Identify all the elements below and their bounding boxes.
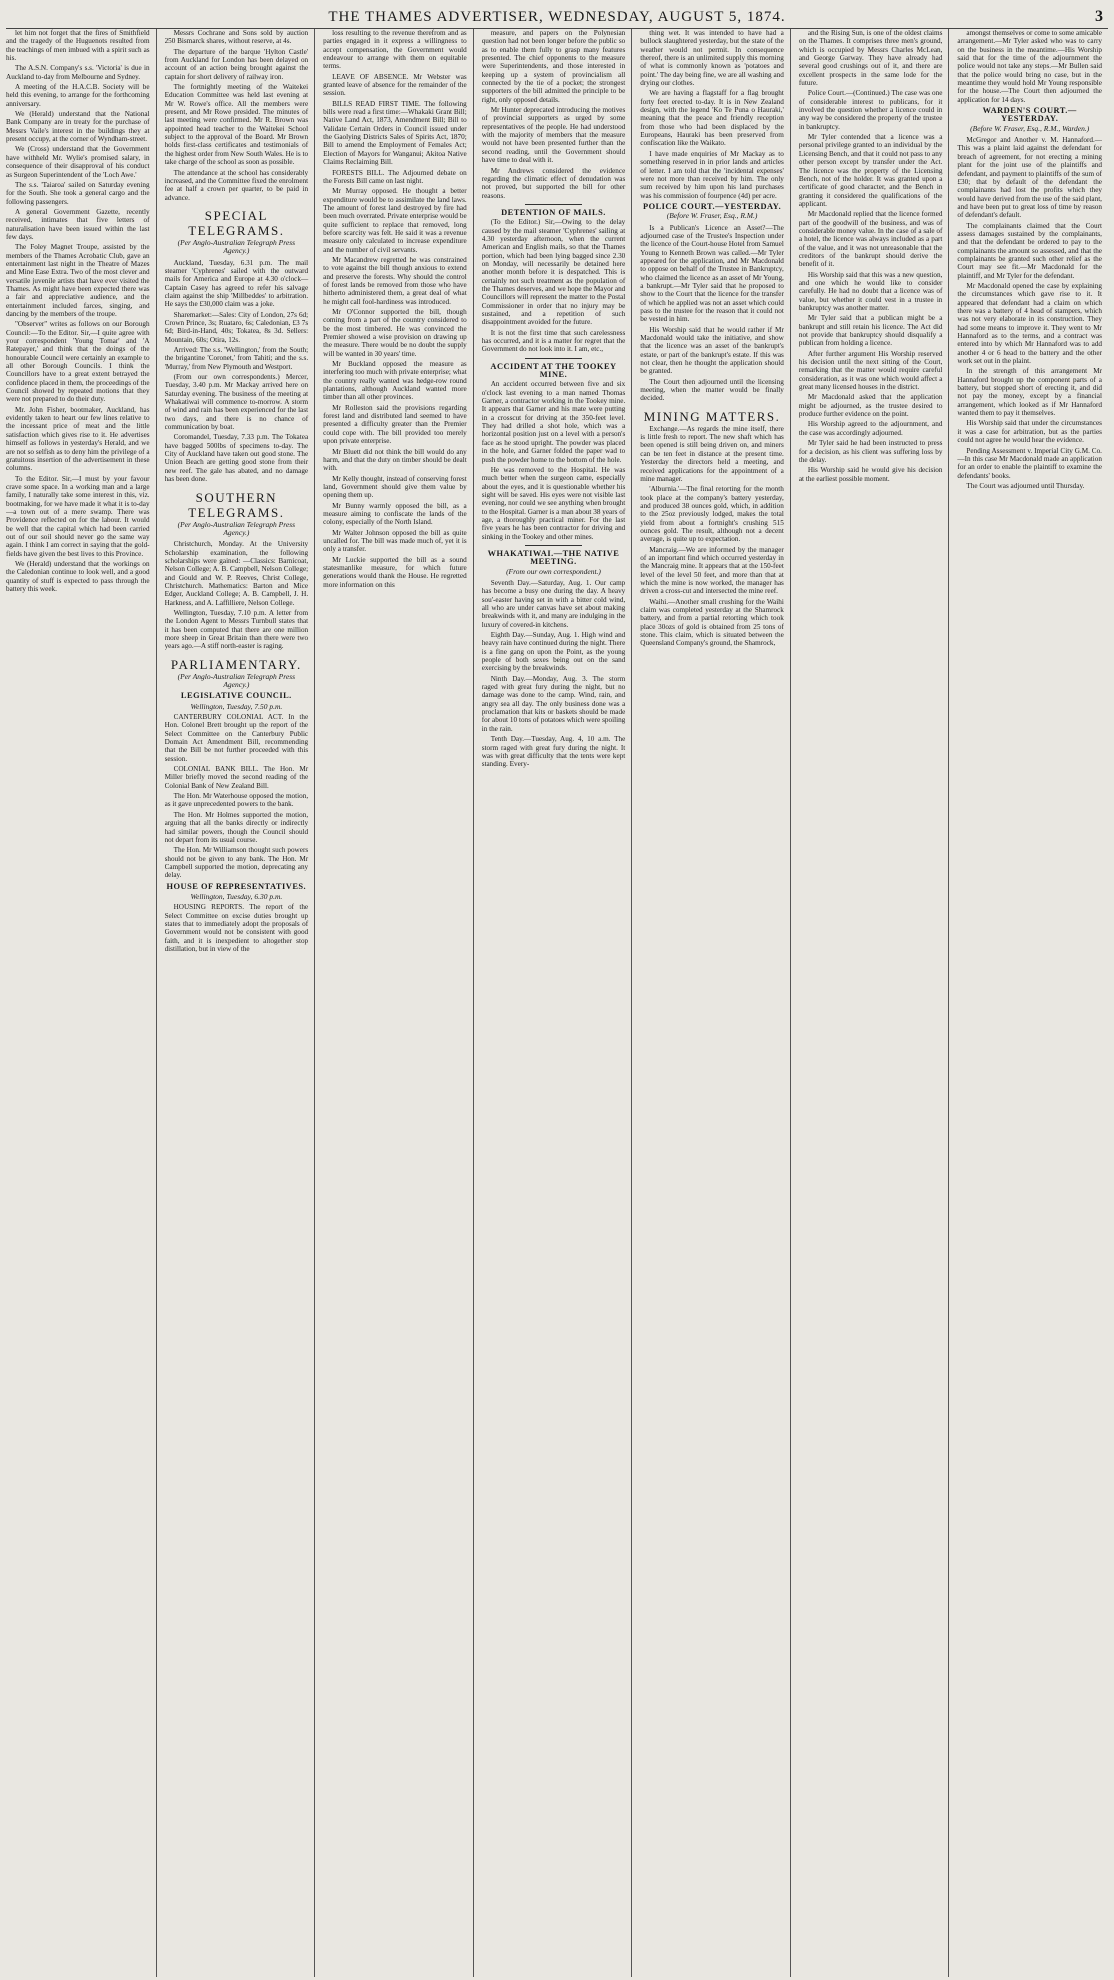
article-paragraph: Pending Assessment v. Imperial City G.M. Co.—In this case Mr Macdonald made an application for an order to enable the plaintiff to examine the defendants' books. xyxy=(957,446,1102,480)
article-paragraph: The Court then adjourned until the licensing meeting, when the matter would be finally decided. xyxy=(640,377,784,403)
column-3 xyxy=(323,29,474,1977)
article-paragraph: Exchange.—As regards the mine itself, there is little fresh to report. The new shaft which has been opened is still being driven on, and miners can be ten feet in distance at the present time. Yesterday the directors held a meeting, and received applications for the appointment of a mine manager. xyxy=(640,424,784,483)
article-paragraph: Mr Kelly thought, instead of conserving forest land, Government should give them value by opening them up. xyxy=(323,474,467,500)
article-paragraph: Mr Macdonald asked that the application might be adjourned, as the trustee desired to produce further evidence on the point. xyxy=(798,393,943,419)
article-paragraph: His Worship said that he would rather if Mr Macdonald would take the initiative, and show that the licence was an asset of the bankrupt's estate, or part of the bankrupt's estate. If this was not clear, then he thought the application should be granted. xyxy=(640,325,784,376)
article-paragraph: Mr Tyler said he had been instructed to press for a decision, as his client was suffering loss by the delay. xyxy=(798,439,943,464)
legislative-council-heading: LEGISLATIVE COUNCIL. xyxy=(180,691,292,701)
article-paragraph: Messrs Cochrane and Sons sold by auction 250 Bismarck shares, without reserve, at 4s. xyxy=(164,29,309,46)
article-paragraph: Mr Murray opposed. He thought a better expenditure would be to assimilate the land laws. The amount of forest land destroyed by fire had been much overrated. Private enterprise would be quite sufficient to replace that removed, long before scarcity was felt. He said it was a revenue measure only calculated to increase expenditure and the number of civil servants. xyxy=(323,187,467,254)
police-court-bench: (Before W. Fraser, Esq., R.M.) xyxy=(666,211,758,221)
column-2 xyxy=(165,29,316,1977)
article-paragraph: In the strength of this arrangement Mr Hannaford brought up the component parts of a battery, but stopped short of erecting it, and did not pay the money, except by a financial arrangement, which looked as if Mr Hannaford wanted them to pay it themselves. xyxy=(957,367,1102,418)
article-paragraph: (To the Editor.) Sir,—Owing to the delay caused by the mail steamer 'Cyphrenes' sailing at 4.30 yesterday afternoon, when the current American and English mails, so that the Thames portion, which had been lying bagged since 2.30 on Monday, will necessarily be detained here another month before it is despatched. This is certainly not such treatment as the population of the Thames deserves, and we hope the Mayor and Councillors will represent the matter to the Postal Commissioner in order that no injury may be sustained, and a repetition of such disappointment avoided for the future. xyxy=(481,218,626,327)
article-paragraph: We (Herald) understand that the National Bank Company are in treaty for the purchase of Messrs Vaile's interest in the buildings they at present occupy, at the corner of Wyndham-street. xyxy=(6,110,150,144)
legislative-council-dateline: Wellington, Tuesday, 7.50 p.m. xyxy=(190,701,283,711)
article-paragraph: COLONIAL BANK BILL. The Hon. Mr Miller briefly moved the second reading of the Colonial Bank of New Zealand Bill. xyxy=(164,765,309,790)
article-paragraph: loss resulting to the revenue therefrom and as parties engaged in it express a willingness to accept compensation, the Government would endeavour to arrange with them on equitable terms. xyxy=(323,29,467,71)
divider xyxy=(525,358,582,359)
article-paragraph: Ninth Day.—Monday, Aug. 3. The storm raged with great fury during the night, but no damage was done to the camp. Wind, rain, and angry sea all day. The only business done was a proclamation that kits or baskets should be made for about 10 tons of potatoes which were spoiling in the rain. xyxy=(481,674,626,733)
article-paragraph: Coromandel, Tuesday, 7.33 p.m. The Tokatea have bagged 500lbs of specimens to-day. The City of Auckland have taken out good stone. The Union Beach are getting good stone from their new reef. The gale has abated, and no damage has been done. xyxy=(164,433,309,484)
article-paragraph: We (Cross) understand that the Government have withheld Mr. Wylie's promised salary, in consequence of their disapproval of his conduct as Surgeon Superintendent of the 'Loch Awe.' xyxy=(6,145,150,179)
article-paragraph: The A.S.N. Company's s.s. 'Victoria' is due in Auckland to-day from Melbourne and Sydney. xyxy=(6,64,150,81)
house-dateline: Wellington, Tuesday, 6.30 p.m. xyxy=(190,891,283,901)
article-paragraph: He was removed to the Hospital. He was much better when the surgeon came, especially about the eyes, and it is questionable whether his sight will be saved. His eyes were not visible last evening, nor could we see anything when brought to the Hospital. Garner is a man about 38 years of age, a thoroughly practical miner. For the last five years he has been contractor for driving and sinking in the Tookey and other mines. xyxy=(481,465,626,541)
article-paragraph: The s.s. 'Taiaroa' sailed on Saturday evening for the South. She took a general cargo and the following passengers. xyxy=(6,180,150,206)
wardens-court-bench: (Before W. Fraser, Esq., R.M., Warden.) xyxy=(970,123,1090,133)
article-paragraph: LEAVE OF ABSENCE. Mr Webster was granted leave of absence for the remainder of the session. xyxy=(323,72,467,98)
article-paragraph: McGregor and Another v. M. Hannaford.—This was a plaint laid against the defendant for breach of agreement, for not erecting a mining plant for the joint use of the plaintiffs and defendant, and payment to plaintiffs of the sum of £30; that by default of the defendant the complainants had lost the profits which they would have derived from the use of the said plant, and have been put to great loss of time by reason of defendant's default. xyxy=(957,136,1102,220)
article-paragraph: Mr Rolleston said the provisions regarding forest land and distributed land seemed to have presented a difficulty greater than the Premier could cope with. The bill provided too merely upon private enterprise. xyxy=(323,403,467,446)
article-paragraph: Sharemarket:—Sales: City of London, 27s 6d; Crown Prince, 3s; Ruataro, 6s; Caledonian, £3 7s 6d; Bird-in-Hand, 40s; Tokatea, 8s 3d. Sellers: Mountain, 60s; Otira, 12s. xyxy=(164,310,309,344)
article-paragraph: His Worship said he would give his decision at the earliest possible moment. xyxy=(798,466,943,483)
house-heading: HOUSE OF REPRESENTATIVES. xyxy=(166,881,307,891)
article-paragraph: Eighth Day.—Sunday, Aug. 1. High wind and heavy rain have continued during the night. There is a fine gang on upon the Point, as the young people of both sexes being out on the sand exercising by the breakwinds. xyxy=(481,631,626,673)
article-paragraph: Mr Walter Johnson opposed the bill as quite uncalled for. The bill was made much of, yet it is only a transfer. xyxy=(323,528,467,554)
article-paragraph: 'Alburnia.'—The final retorting for the month took place at the company's battery yesterday, and produced 38 ounces gold, which, in addition to the 25oz previously lodged, makes the total yield from about a fortnight's crushing 515 ounces gold. The result, although not a decent average, is quite up to expectation. xyxy=(640,485,784,544)
article-paragraph: The fortnightly meeting of the Waitekei Education Committee was held last evening at Mr W. Rowe's office. All the members were present, and Mr Rowe presided. The minutes of last meeting were confirmed. Mr R. Brown was appointed head teacher to the Waitekei School subject to the approval of the Board. Mr Brown holds first-class certificates and testimonials of the highest order from New South Wales. He is to take charge of the school as soon as possible. xyxy=(164,83,309,167)
southern-telegrams-heading: SOUTHERN TELEGRAMS. xyxy=(188,489,285,520)
article-paragraph: Mancraig.—We are informed by the manager of an important find which occurred yesterday in the Mancraig mine. It appears that at the 150-feet level of the level 50 feet, and more than that at which the mine is now worked, the manager has driven a cross-cut and intersected the mine reef. xyxy=(640,545,784,596)
article-paragraph: thing wet. It was intended to have had a bullock slaughtered yesterday, but the state of the weather would not permit. In consequence thereof, there is an unlimited supply this morning of what is commonly known as 'potatoes and point.' The day being fine, we are all washing and drying our clothes. xyxy=(640,29,784,88)
article-paragraph: It is not the first time that such carelessness has occurred, and it is a matter for regret that the Government do not look into it. I am, etc., xyxy=(481,328,626,354)
column-5 xyxy=(640,29,791,1977)
article-paragraph: A meeting of the H.A.C.B. Society will be held this evening, to arrange for the forthcoming anniversary. xyxy=(6,83,150,108)
article-paragraph: BILLS READ FIRST TIME. The following bills were read a first time:—Whakaki Grant Bill; Native Land Act, 1873, Amendment Bill; Bill to Validate Certain Orders in Council issued under the Gaolying Districts Sales of Spirits Act, 1870; Bill to amend the Employment of Females Act; Election of Mayors for Wanganui; Akitoa Native Claims Reclaiming Bill. xyxy=(323,99,467,167)
parliamentary-heading: PARLIAMENTARY. xyxy=(170,656,302,672)
mining-matters-heading: MINING MATTERS. xyxy=(643,408,781,424)
running-head xyxy=(6,6,1108,29)
article-paragraph: The Court was adjourned until Thursday. xyxy=(966,481,1085,490)
whakatiwai-source: (From our own correspondent.) xyxy=(506,566,601,576)
article-paragraph: HOUSING REPORTS. The report of the Select Committee on excise duties brought up states that to immediately adopt the proposals of Government would not be consistent with good faith, and it is inexpedient to altogether stop distillation, but in view of the xyxy=(164,903,309,953)
article-paragraph: The complainants claimed that the Court assess damages sustained by the complainants, and that the defendant be ordered to pay to the complainants the amount so assessed, and that the complainants be granted such other relief as the Court may see fit.—Mr Macdonald for the plaintiff, and Mr Tyler for the defendant. xyxy=(957,221,1102,280)
article-paragraph: FORESTS BILL. The Adjourned debate on the Forests Bill came on last night. xyxy=(323,168,467,185)
article-paragraph: Mr Luckie supported the bill as a sound statesmanlike measure, for which future generations would thank the House. He regretted more information on this xyxy=(323,555,467,589)
article-paragraph: Mr Macdonald opened the case by explaining the circumstances which gave rise to it. It appeared that defendant had a claim on which there was a battery of 4 head of stampers, which was not very elaborate in its construction. They had some means to improve it. They went to Mr Hannaford as to the terms, and a contract was entered into by which Mr Hannaford was to add another 4 or 6 head to the battery and the other work set out in the plaint. xyxy=(957,281,1102,366)
accident-heading: ACCIDENT AT THE TOOKEY MINE. xyxy=(490,361,617,380)
article-paragraph: Auckland, Tuesday, 6.31 p.m. The mail steamer 'Cyphrenes' sailed with the outward mails for America and Europe at 4.30 o'clock—Captain Casey has agreed to refer his salvage claim against the ship 'Millbeddes' to arbitration. He says the £30,000 claim was a joke. xyxy=(164,258,309,309)
article-paragraph: Seventh Day.—Saturday, Aug. 1. Our camp has become a busy one during the day. A heavy sou'-easter having set in with a bitter cold wind, all who are under canvas have set about making breakwinds with it, and many are indulging in the luxury of covered-in kitchens. xyxy=(481,578,626,629)
detention-of-mails-heading: DETENTION OF MAILS. xyxy=(501,207,606,217)
article-paragraph: Mr Buckland opposed the measure as interfering too much with private enterprise; what the country really wanted was hedge-row round plantations, although Auckland wanted more timber than all other provinces. xyxy=(323,360,467,402)
article-paragraph: Mr Tyler contended that a licence was a personal privilege granted to an individual by the Licensing Bench, and that it could not pass to any other person except by transfer under the Act. The licence was the property of the Licensing Bench, not of the holder. It was granted upon a certificate of good character, and the Bench in granting it considered the qualifications of the applicant. xyxy=(798,133,943,208)
article-paragraph: Mr O'Connor supported the bill, though coming from a part of the country considered to be the most timbered. He was convinced the Premier showed a wise provision on drawing up the measure. There would be no doubt the supply will be wanted in 30 years' time. xyxy=(323,308,467,358)
article-paragraph: Mr Bluett did not think the bill would do any harm, and that the duty on timber should be dealt with. xyxy=(323,447,467,473)
article-paragraph: Mr Macdonald replied that the licence formed part of the goodwill of the business, and was of considerable money value. In the case of a sale of a hotel, the licence was always included as a part of the value, and it was not unreasonable that the creditors of the bankrupt should derive the benefit of it. xyxy=(798,210,943,269)
southern-telegrams-source: (Per Anglo-Australian Telegraph Press Agency.) xyxy=(177,519,296,537)
article-paragraph: Mr Andrews considered the evidence regarding the climatic effect of denudation was not proved, but supported the bill for other reasons. xyxy=(481,166,626,200)
columns xyxy=(6,29,1108,1977)
column-7 xyxy=(957,29,1108,1977)
parliamentary-source: (Per Anglo-Australian Telegraph Press Agency.) xyxy=(177,671,296,689)
special-telegrams-heading: SPECIAL TELEGRAMS. xyxy=(188,207,285,238)
article-paragraph: An accident occurred between five and six o'clock last evening to a man named Thomas Garner, a contractor working in the Tookey mine. It appears that Garner and his mate were putting in a crosscut for driving at the 350-feet level. They had drilled a shot hole, which was a horizontal position just on a level with a person's face as he stood upright. The powder was placed in the hole, and Garner folded the paper wad to push the powder home to the bottom of the hole. xyxy=(481,380,626,464)
article-paragraph: "Observer" writes as follows on our Borough Council:—To the Editor. Sir,—I quite agree with your correspondent 'Young Tomar' and 'A Ratepayer,' and think that the doings of the honourable Council were certainly an example to all other Borough Councils. I think the Councillors have to a great extent betrayed the confidence placed in them, the proceedings of the Council showed by repeated motions that they were not prepared to do their duty. xyxy=(6,320,150,404)
article-paragraph: His Worship agreed to the adjournment, and the case was accordingly adjourned. xyxy=(798,420,943,437)
article-paragraph: The Hon. Mr Waterhouse opposed the motion, as it gave unprecedented powers to the bank. xyxy=(164,792,309,809)
article-paragraph: We are having a flagstaff for a flag brought forty feet erected to-day. It is in New Zealand design, with the legend 'Ko Te Puna o Hauraki,' meaning that the peace and friendly reception from those who had been displaced by the Europeans, Hauraki has been preserved from confiscation like the Waikato. xyxy=(640,89,784,148)
page-number: 3 xyxy=(1095,8,1104,25)
article-paragraph: The departure of the barque 'Hylton Castle' from Auckland for London has been delayed on account of an action being brought against the captain for short delivery of railway iron. xyxy=(164,47,309,81)
column-4 xyxy=(482,29,633,1977)
whakatiwai-heading: WHAKATIWAI.—THE NATIVE MEETING. xyxy=(487,548,620,567)
article-paragraph: The Foley Magnet Troupe, assisted by the members of the Thames Acrobatic Club, gave an entertainment last night in the Theatre of Mazes and Mine Ease Extra. Two of the most clever and versatile juvenile artists that have ever visited the Thames. As might have been expected there was a fair and appreciative audience, and the entertainment included farces, singing, and dancing by the members of the troupe. xyxy=(6,243,150,318)
article-paragraph: The attendance at the school has considerably increased, and the Committee fixed the enrolment fee at half a crown per quarter, to be paid in advance. xyxy=(164,168,309,202)
article-paragraph: I have made enquiries of Mr Mackay as to something reserved in in prior lands and articles of letter. I am told that the 'incidental expenses' were not more than received by him. The only sum received by him upon his land purchases was his commission of fourpence (4d) per acre. xyxy=(640,149,784,200)
article-paragraph: Mr Tyler said that a publican might be a bankrupt and still retain his licence. The Act did not provide that bankruptcy should disqualify a publican from holding a licence. xyxy=(798,314,943,348)
divider xyxy=(525,545,582,546)
article-paragraph: and the Rising Sun, is one of the oldest claims on the Thames. It comprises three men's ground, which is occupied by Messrs Charles McLean, and George Garway. They have already had several good crushings out of it, and there are excellent prospects in the same lode for the future. xyxy=(798,29,943,88)
article-paragraph: Christchurch, Monday. At the University Scholarship examination, the following scholarships were gained: —Classics: Barnicoat, Nelson College; A. B. Campbell, Nelson College; and Gould and W. P. Reeves, Christ College, Christchurch. Mathematics: Barton and Mice Edger, Auckland College; A. B. Campbell, J. H. Harkness, and A. Laffilliere, Nelson College. xyxy=(164,540,309,607)
article-paragraph: measure, and papers on the Polynesian question had not been longer before the public so as to enable them fully to grasp many features presented. The chief opponents to the measure were Superintendents, and those interested in keeping up a system of provincialism all connected by the tie of a pocket; the strongest supporters of the bill admitted the principle to be right, only opposed details. xyxy=(481,29,626,104)
article-paragraph: Mr Bunny warmly opposed the bill, as a measure aiming to confiscate the lands of the colony, especially of the North Island. xyxy=(323,501,467,527)
article-paragraph: Is a Publican's Licence an Asset?—The adjourned case of the Trustee's Inspection under the licence of the Court-house Hotel from Samuel Young to Kenneth Brown was called.—Mr Tyler appeared for the application, and Mr Macdonald to oppose on behalf of the Trustee in Bankruptcy, who claimed the licence as an asset of Mr Young, a bankrupt.—Mr Tyler said that he proposed to show to the Court that the licence for the transfer of which he applied was not an asset which could pass to the trustee for the reason that it could not be vested in him. xyxy=(640,223,784,324)
article-paragraph: To the Editor. Sir,—I must by your favour crave some space. In a working man and a large family, I naturally take some interest in this, viz. bootmaking, for we have made it what it is to-day—a town out of a mere swamp. There was Providence reflected on for the labour. It would be well that the capital which had been carried out of our soil should never go the same way again. I think I am correct in saying that the gold-fields have given the best lives to this Province. xyxy=(6,474,150,558)
article-paragraph: The Hon. Mr Holmes supported the motion, arguing that all the banks directly or indirectly had similar powers, though the Council should not depart from its usual course. xyxy=(164,810,309,844)
divider xyxy=(525,204,582,205)
article-paragraph: Arrived: The s.s. 'Wellington,' from the South; the brigantine 'Coronet,' from Tahiti; and the s.s. 'Murray,' from New Plymouth and Westport. xyxy=(164,346,309,371)
running-head-title: THE THAMES ADVERTISER, WEDNESDAY, AUGUST 5, 1874. xyxy=(328,8,786,25)
article-paragraph: Mr Macandrew regretted he was constrained to vote against the bill though anxious to extend and preserve the forests. Why should the control of forest lands be removed from those who have hitherto administered them, a great deal of what he might call fool-hardiness was introduced. xyxy=(323,255,467,306)
police-court-heading: POLICE COURT.—YESTERDAY. xyxy=(642,201,782,211)
article-paragraph: Mr Hunter deprecated introducing the motives of provincial supporters as urged by some representatives of the people. He had understood with the majority of members that the measure would not have been presented further than the second reading, until the Government should have time to deal with it. xyxy=(481,106,626,165)
column-1 xyxy=(6,29,157,1977)
column-6 xyxy=(799,29,950,1977)
article-paragraph: His Worship said that this was a new question, and one which he would like to consider carefully. He had no doubt that a licence was of value, but whether it could vest in a trustee in bankruptcy was another matter. xyxy=(798,270,943,312)
wardens-court-heading: WARDEN'S COURT.—YESTERDAY. xyxy=(982,106,1077,124)
article-paragraph: Waihi.—Another small crushing for the Waihi claim was completed yesterday at the Shamrock battery, and from a partial retorting which took place 30ozs of gold is obtained from 25 tons of stone. This claim, which is situated between the Queensland Company's ground, the Shamrock, xyxy=(640,597,784,648)
article-paragraph: We (Herald) understand that the workings on the Caledonian continue to look well, and a good quantity of stuff is expected to pass through the battery this week. xyxy=(6,559,150,593)
article-paragraph: CANTERBURY COLONIAL ACT. In the Hon. Colonel Brett brought up the report of the Select Committee on the Canterbury Public Domain Act Amendment Bill, recommending that the Bill be not further proceeded with this session. xyxy=(164,713,309,763)
article-paragraph: Wellington, Tuesday, 7.10 p.m. A letter from the London Agent to Messrs Turnbull states that it has been computed that there are one million more sheep in Great Britain than there were two years ago.—A stiff north-easter is raging. xyxy=(164,608,309,651)
article-paragraph: Police Court.—(Continued.) The case was one of considerable interest to publicans, for it involved the question whether a licence could in any way be considered the property of the trustee in bankruptcy. xyxy=(798,89,943,131)
special-telegrams-source: (Per Anglo-Australian Telegraph Press Agency.) xyxy=(177,237,296,256)
article-paragraph: amongst themselves or come to some amicable arrangement.—Mr Tyler asked who was to carry on the business in the meantime.—His Worship said that for the time of the adjournment the police would not take any steps.—Mr Bullen said that the police would bring no case, but in the meantime they would hold Mr Young responsible for the house.—The Court then adjourned the application for 14 days. xyxy=(957,29,1102,104)
article-paragraph: A general Government Gazette, recently received, intimates that five letters of naturalisation have been issued within the last few days. xyxy=(6,207,150,241)
article-paragraph: After further argument His Worship reserved his decision until the next sitting of the Court, remarking that the matter would require careful consideration, as it was one which would affect a great many licensed houses in the district. xyxy=(798,349,943,392)
article-paragraph: His Worship said that under the circumstances it was a case for arbitration, but as the parties could not agree he would hear the evidence. xyxy=(957,419,1102,445)
article-paragraph: let him not forget that the fires of Smithfield and the tragedy of the Huguenots resulted from the teachings of men imbued with a spirit such as his. xyxy=(6,29,150,63)
article-paragraph: (From our own correspondents.) Mercer, Tuesday, 3.40 p.m. Mr Mackay arrived here on Saturday evening. The business of the meeting at Whakatiwai will commence to-morrow. A storm of wind and rain has been experienced for the last two days, and there is no chance of communication by boat. xyxy=(164,373,309,432)
article-paragraph: Mr. John Fisher, bootmaker, Auckland, has evidently taken to heart our few lines relative to the incessant price of meat and the little satisfaction which gives rise to it. He advertises himself as follows in yesterday's Herald, and we are not so selfish as to deny him the privilege of a gratuitous insertion of the advertisement in these columns. xyxy=(6,405,150,473)
article-paragraph: Tenth Day.—Tuesday, Aug. 4, 10 a.m. The storm raged with great fury during the night. It was with great difficulty that the tents were kept standing. Every- xyxy=(481,735,626,769)
article-paragraph: The Hon. Mr Williamson thought such powers should not be given to any bank. The Hon. Mr Campbell supported the motion, deprecating any delay. xyxy=(164,846,309,880)
